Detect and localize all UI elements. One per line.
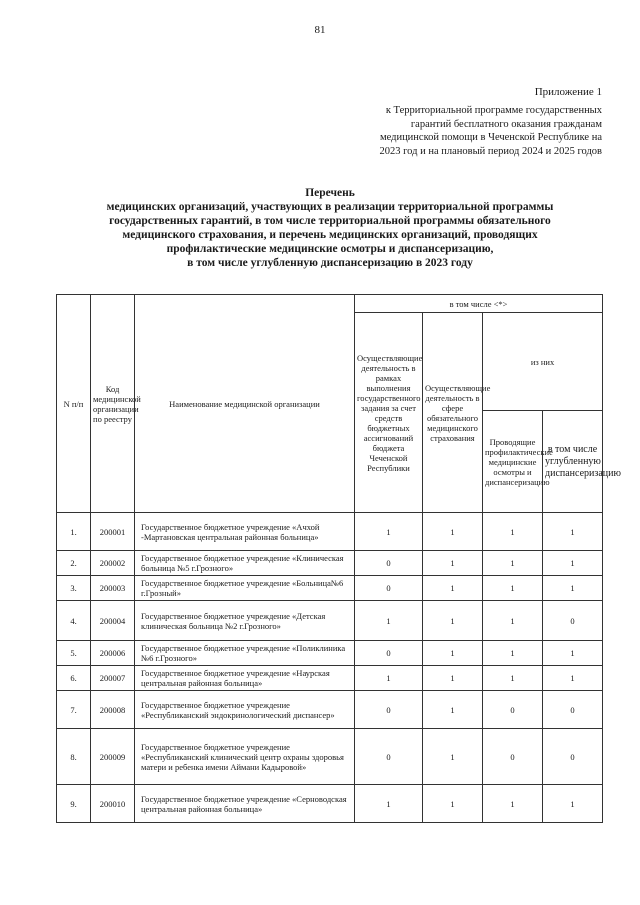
organizations-table bbox=[56, 294, 621, 823]
appendix-ref-line: гарантий бесплатного оказания гражданам bbox=[410, 118, 602, 130]
header-oms: Осуществляющие деятельность в сфере обязательного медицинского страхования bbox=[423, 313, 483, 513]
row-number: 3. bbox=[57, 576, 91, 601]
row-number: 7. bbox=[57, 691, 91, 729]
row-prof-flag: 1 bbox=[483, 576, 543, 601]
row-oms-flag: 1 bbox=[423, 513, 483, 551]
row-org-name: Государственное бюджетное учреждение «Ачхой -Мартановская центральная районная больница» bbox=[135, 513, 355, 551]
row-prof-flag: 0 bbox=[483, 729, 543, 785]
row-budget-flag: 1 bbox=[355, 666, 423, 691]
appendix-title: Приложение 1 bbox=[534, 86, 602, 98]
row-budget-flag: 0 bbox=[355, 576, 423, 601]
row-deep-flag: 1 bbox=[543, 666, 603, 691]
table-row bbox=[57, 513, 603, 551]
title-line: в том числе углубленную диспансеризацию в 2023 году bbox=[187, 257, 473, 269]
row-prof-flag: 1 bbox=[483, 601, 543, 641]
row-oms-flag: 1 bbox=[423, 785, 483, 823]
row-deep-flag: 0 bbox=[543, 729, 603, 785]
row-code: 200001 bbox=[91, 513, 135, 551]
row-code: 200004 bbox=[91, 601, 135, 641]
row-org-name: Государственное бюджетное учреждение «Детская клиническая больница №2 г.Грозного» bbox=[135, 601, 355, 641]
row-code: 200008 bbox=[91, 691, 135, 729]
document-title bbox=[60, 186, 600, 270]
header-deep: в том числе углубленную диспансеризацию bbox=[543, 411, 603, 513]
table-row bbox=[57, 601, 603, 641]
row-org-name: Государственное бюджетное учреждение «Больница№6 г.Грозный» bbox=[135, 576, 355, 601]
row-code: 200007 bbox=[91, 666, 135, 691]
appendix-ref-line: медицинской помощи в Чеченской Республике на bbox=[379, 132, 602, 143]
row-org-name: Государственное бюджетное учреждение «Наурская центральная районная больница» bbox=[135, 666, 355, 691]
row-oms-flag: 1 bbox=[423, 729, 483, 785]
header-num: N п/п bbox=[57, 295, 91, 513]
row-org-name: Государственное бюджетное учреждение «Поликлиника №6 г.Грозного» bbox=[135, 641, 355, 666]
row-budget-flag: 1 bbox=[355, 785, 423, 823]
row-number: 8. bbox=[57, 729, 91, 785]
row-oms-flag: 1 bbox=[423, 666, 483, 691]
row-number: 5. bbox=[57, 641, 91, 666]
title-line: Перечень bbox=[305, 187, 355, 199]
row-code: 200006 bbox=[91, 641, 135, 666]
row-org-name: Государственное бюджетное учреждение «Серноводская центральная районная больница» bbox=[135, 785, 355, 823]
appendix-ref-line: 2023 год и на плановый период 2024 и 2025 годов bbox=[379, 145, 602, 157]
page-number: 81 bbox=[314, 24, 326, 36]
title-line: профилактические медицинские осмотры и диспансеризацию, bbox=[166, 243, 494, 255]
row-deep-flag: 1 bbox=[543, 785, 603, 823]
row-budget-flag: 0 bbox=[355, 691, 423, 729]
title-line: медицинских организаций, участвующих в реализации территориальной программы bbox=[106, 201, 554, 213]
row-prof-flag: 1 bbox=[483, 513, 543, 551]
row-prof-flag: 0 bbox=[483, 691, 543, 729]
row-deep-flag: 1 bbox=[543, 551, 603, 576]
row-oms-flag: 1 bbox=[423, 641, 483, 666]
row-oms-flag: 1 bbox=[423, 576, 483, 601]
row-code: 200002 bbox=[91, 551, 135, 576]
row-number: 4. bbox=[57, 601, 91, 641]
row-org-name: Государственное бюджетное учреждение «Клиническая больница №5 г.Грозного» bbox=[135, 551, 355, 576]
header-including: в том числе <*> bbox=[355, 295, 603, 313]
row-org-name: Государственное бюджетное учреждение «Республиканский эндокринологический диспансер» bbox=[135, 691, 355, 729]
table-row bbox=[57, 729, 603, 785]
row-number: 6. bbox=[57, 666, 91, 691]
row-budget-flag: 0 bbox=[355, 551, 423, 576]
row-budget-flag: 0 bbox=[355, 729, 423, 785]
row-code: 200010 bbox=[91, 785, 135, 823]
row-budget-flag: 1 bbox=[355, 513, 423, 551]
row-number: 9. bbox=[57, 785, 91, 823]
appendix-reference bbox=[312, 104, 602, 158]
row-deep-flag: 1 bbox=[543, 641, 603, 666]
header-name: Наименование медицинской организации bbox=[135, 295, 355, 513]
row-prof-flag: 1 bbox=[483, 551, 543, 576]
row-prof-flag: 1 bbox=[483, 785, 543, 823]
row-budget-flag: 0 bbox=[355, 641, 423, 666]
header-prof: Проводящие профилактические медицинские осмотры и диспансеризацию bbox=[483, 411, 543, 513]
row-prof-flag: 1 bbox=[483, 666, 543, 691]
table-row bbox=[57, 576, 603, 601]
table-row bbox=[57, 666, 603, 691]
header-of-them: из них bbox=[483, 313, 603, 411]
title-line: медицинского страхования, и перечень медицинских организаций, проводящих bbox=[122, 229, 538, 241]
row-deep-flag: 0 bbox=[543, 601, 603, 641]
row-oms-flag: 1 bbox=[423, 691, 483, 729]
table-row bbox=[57, 785, 603, 823]
row-deep-flag: 1 bbox=[543, 513, 603, 551]
row-prof-flag: 1 bbox=[483, 641, 543, 666]
row-code: 200009 bbox=[91, 729, 135, 785]
row-code: 200003 bbox=[91, 576, 135, 601]
table-row bbox=[57, 641, 603, 666]
row-number: 2. bbox=[57, 551, 91, 576]
table-row bbox=[57, 551, 603, 576]
table-row bbox=[57, 691, 603, 729]
appendix-ref-line: к Территориальной программе государственных bbox=[385, 105, 602, 116]
header-code: Код медицинской организации по реестру bbox=[91, 295, 135, 513]
row-oms-flag: 1 bbox=[423, 551, 483, 576]
row-budget-flag: 1 bbox=[355, 601, 423, 641]
header-budget: Осуществляющие деятельность в рамках выполнения государственного задания за счет средств бюджетных ассигнований бюджета Чеченской Республики bbox=[355, 313, 423, 513]
row-deep-flag: 0 bbox=[543, 691, 603, 729]
row-org-name: Государственное бюджетное учреждение «Республиканский клинический центр охраны здоровья матери и ребенка имени Аймани Кадыровой» bbox=[135, 729, 355, 785]
title-line: государственных гарантий, в том числе территориальной программы обязательного bbox=[109, 215, 551, 227]
row-number: 1. bbox=[57, 513, 91, 551]
row-oms-flag: 1 bbox=[423, 601, 483, 641]
row-deep-flag: 1 bbox=[543, 576, 603, 601]
